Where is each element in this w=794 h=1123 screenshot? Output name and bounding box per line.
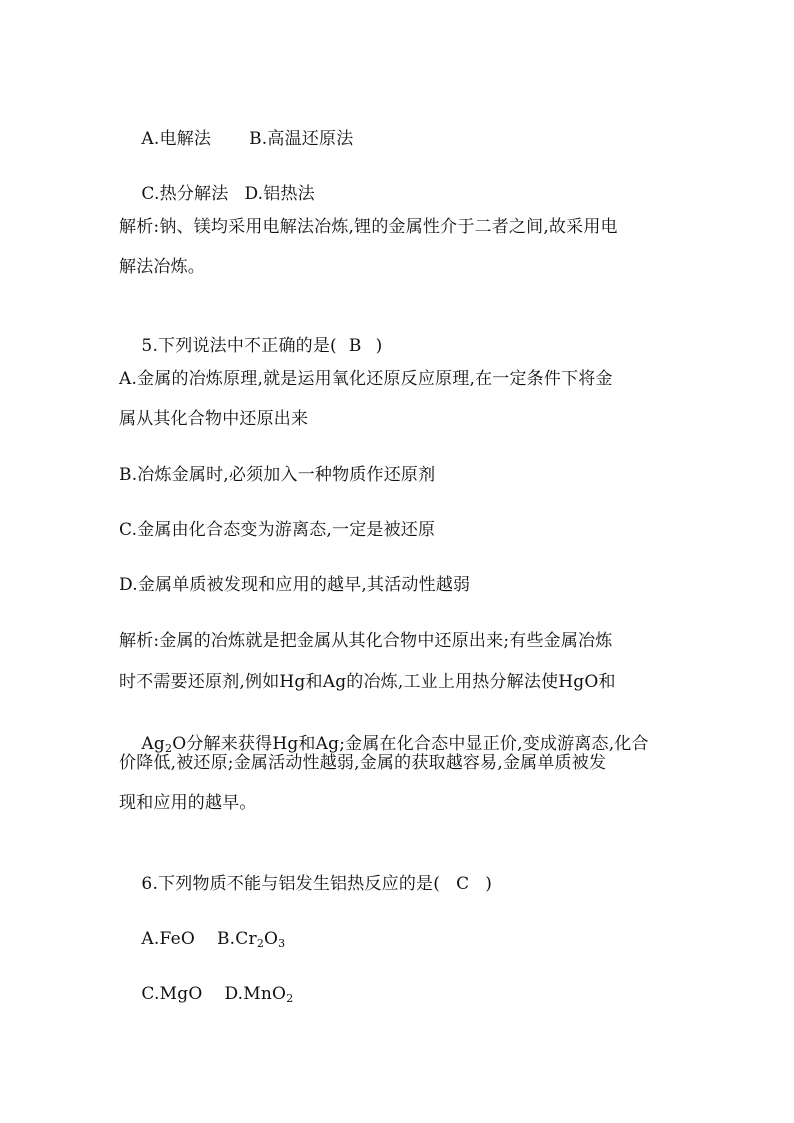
q4-option-a: A.电解法 (141, 129, 212, 149)
q6-answer: C (456, 874, 470, 894)
q4-option-c: C.热分解法 (141, 184, 229, 204)
q5-analysis-line: 解析:金属的冶炼就是把金属从其化合物中还原出来;有些金属冶炼 (119, 631, 613, 651)
q6-option-a: A.FeO (141, 929, 195, 949)
q6-option-b: $B.Cr_2O_3$ (216, 929, 286, 950)
q5-analysis-line: $Ag_2O$分解来获得Hg和Ag;金属在化合态中显正价,变成游离态,化合 (141, 734, 649, 755)
q5-stem-close: ) (375, 336, 383, 356)
q4-analysis-line: 解析:钠、镁均采用电解法冶炼,锂的金属性介于二者之间,故采用电 (119, 217, 618, 237)
q5-option-line: 属从其化合物中还原出来 (119, 409, 309, 429)
q6-option-c: C.MgO (141, 984, 203, 1004)
q5-option-line: D.金属单质被发现和应用的越早,其活动性越弱 (119, 575, 471, 595)
q6-stem-text: 6.下列物质不能与铝发生铝热反应的是( (141, 874, 441, 894)
q5-analysis-line: 现和应用的越早。 (119, 793, 257, 813)
q5-analysis-line: 价降低,被还原;金属活动性越弱,金属的获取越容易,金属单质被发 (119, 753, 607, 773)
q5-option-line: A.金属的冶炼原理,就是运用氧化还原反应原理,在一定条件下将金 (119, 369, 613, 389)
q5-option-line: B.冶炼金属时,必须加入一种物质作还原剂 (119, 465, 436, 485)
q4-option-b: B.高温还原法 (249, 129, 354, 149)
q5-stem-text: 5.下列说法中不正确的是( (141, 336, 337, 356)
q6-option-d: D.MnO$_2$ (224, 984, 294, 1005)
q5-answer: B (348, 336, 362, 356)
q4-option-d: D.铝热法 (244, 184, 315, 204)
q4-analysis-line: 解法冶炼。 (119, 257, 205, 277)
q5-option-line: C.金属由化合态变为游离态,一定是被还原 (119, 520, 436, 540)
q5-analysis-line: 时不需要还原剂,例如Hg和Ag的冶炼,工业上用热分解法使HgO和 (119, 672, 616, 692)
ag-formula: $Ag_2O$ (141, 734, 187, 755)
q6-options-cd (119, 961, 293, 1027)
q6-stem-close: ) (485, 874, 493, 894)
